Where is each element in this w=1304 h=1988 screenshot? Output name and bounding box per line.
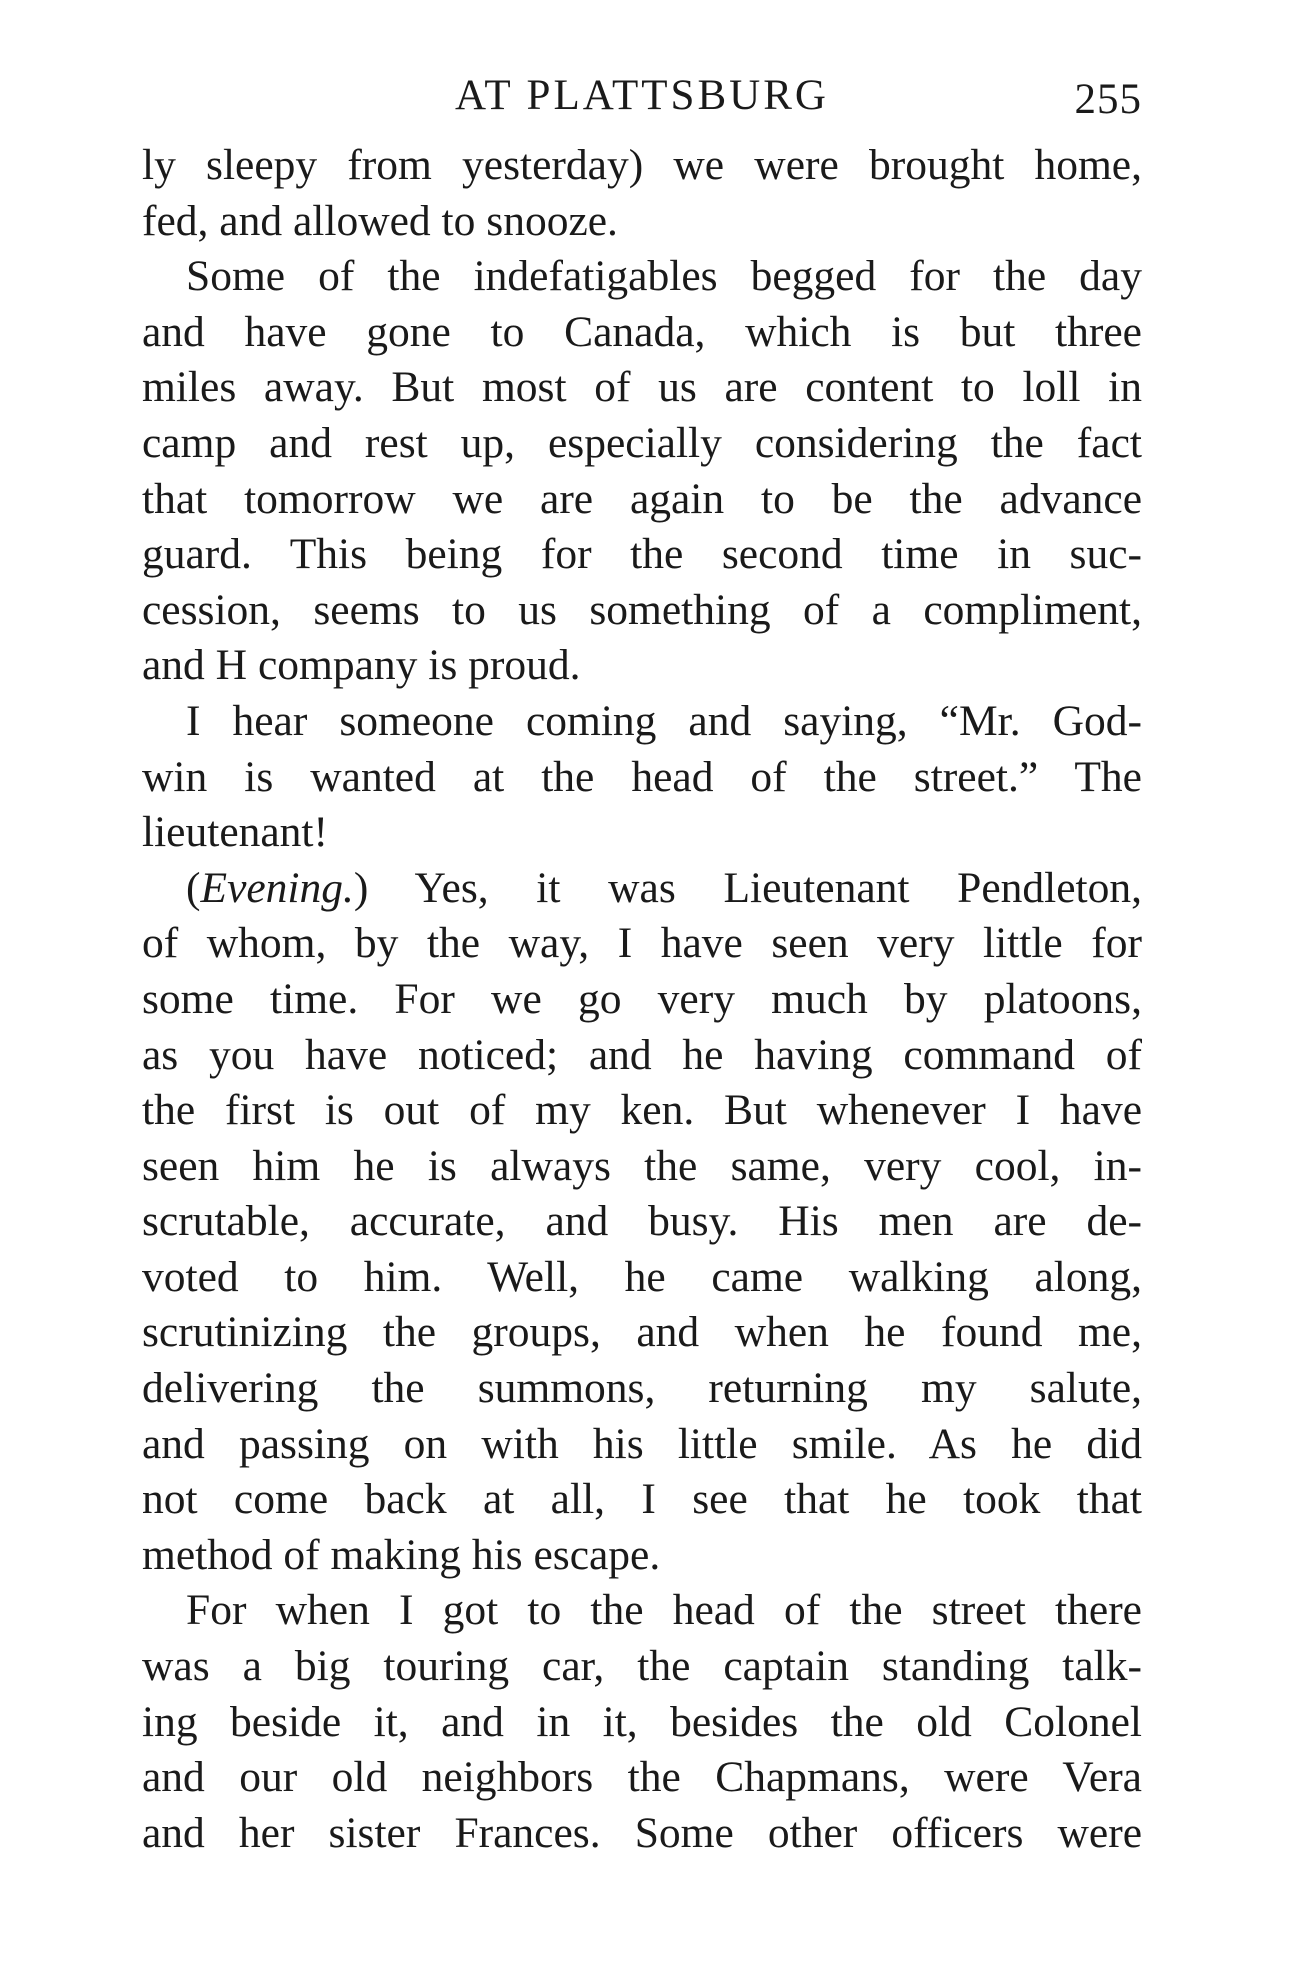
text-line: cession, seems to us something of a compliment, [142, 585, 1142, 634]
text-line: that tomorrow we are again to be the advance [142, 474, 1142, 523]
text-line: ly sleepy from yesterday) we were brought home, [142, 141, 1142, 189]
paragraph [142, 694, 1142, 861]
text-line [142, 861, 1142, 917]
text-line: not come back at all, I see that he took that [142, 1475, 1142, 1524]
text-line: delivering the summons, returning my salute, [142, 1364, 1142, 1413]
paragraph [142, 249, 1142, 694]
text-line: Some of the indefatigables begged for the day [186, 252, 1142, 301]
text-line: and H company is proud. [142, 641, 581, 690]
text-line: and passing on with his little smile. As he did [142, 1419, 1142, 1468]
text-line: miles away. But most of us are content to loll in [142, 363, 1142, 412]
paragraph [142, 138, 1142, 249]
text-line: and our old neighbors the Chapmans, were Vera [142, 1753, 1142, 1802]
running-title: AT PLATTSBURG [455, 72, 829, 119]
body-text [142, 138, 1142, 1861]
text-line: fed, and allowed to snooze. [142, 196, 618, 245]
text-line: of whom, by the way, I have seen very little for [142, 919, 1142, 968]
paragraph [142, 1583, 1142, 1861]
text-line: the first is out of my ken. But whenever I have [142, 1086, 1142, 1135]
text-line: and have gone to Canada, which is but three [142, 307, 1142, 356]
text-line: seen him he is always the same, very cool, in- [142, 1141, 1142, 1190]
italic-lead: Evening. [200, 863, 354, 912]
text-line: win is wanted at the head of the street.” The [142, 752, 1142, 801]
text-line: For when I got to the head of the street there [186, 1586, 1142, 1635]
text-line: scrutable, accurate, and busy. His men are de- [142, 1197, 1142, 1246]
text-line: voted to him. Well, he came walking along, [142, 1252, 1142, 1301]
text-line: I hear someone coming and saying, “Mr. God- [186, 696, 1142, 745]
text-line: lieutenant! [142, 808, 329, 857]
text-line: ing beside it, and in it, besides the old Colonel [142, 1697, 1142, 1746]
page-number: 255 [1074, 76, 1142, 123]
lead-rest: ) Yes, it was Lieutenant Pendleton, [353, 863, 1142, 912]
text-line: as you have noticed; and he having command of [142, 1030, 1142, 1079]
running-head [142, 66, 1142, 126]
text-line: method of making his escape. [142, 1530, 661, 1579]
text-line: and her sister Frances. Some other officers were [142, 1808, 1142, 1857]
text-line: was a big touring car, the captain standing talk- [142, 1642, 1142, 1691]
text-line: scrutinizing the groups, and when he found me, [142, 1308, 1142, 1357]
text-line: guard. This being for the second time in suc- [142, 530, 1142, 579]
text-line: camp and rest up, especially considering the fact [142, 418, 1142, 467]
text-line: some time. For we go very much by platoons, [142, 974, 1142, 1023]
paren-open: ( [186, 863, 201, 912]
paragraph [142, 861, 1142, 1584]
